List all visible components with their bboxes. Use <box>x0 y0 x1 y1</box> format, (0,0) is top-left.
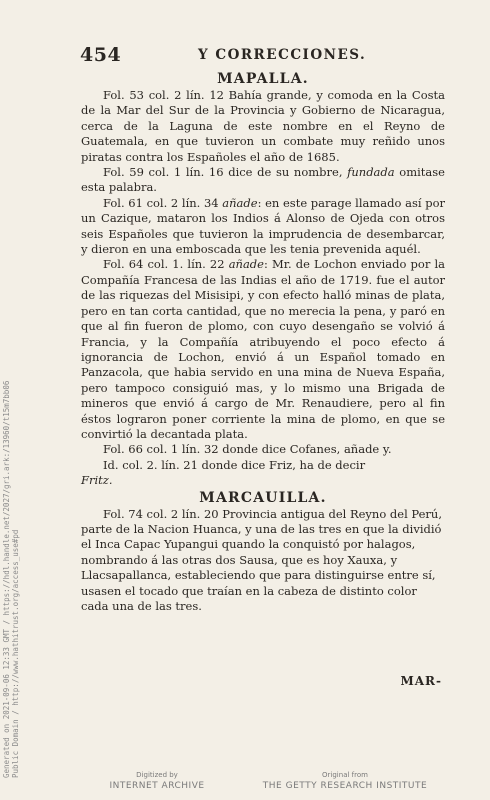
hathitrust-stamp: Generated on 2021-09-06 12:33 GMT / https://hdl.handle.net/2027/gri.ark:/13960/t15m7bb06 Public Domain / http://www.hathitrust.org/access_use#pd <box>2 380 20 778</box>
page-header <box>80 44 440 66</box>
entry-heading-marcauilla: MARCAUILLA. <box>199 489 327 506</box>
running-head: Y CORRECCIONES. <box>198 47 367 63</box>
catchword: MAR- <box>400 674 442 688</box>
paragraph: Id. col. 2. lín. 21 donde dice Friz, ha de decir <box>103 457 366 472</box>
digitization-footer <box>0 758 490 792</box>
paragraph: Fol. 66 col. 1 lín. 32 donde dice Cofanes, añade y. <box>103 442 392 457</box>
body-text <box>81 70 445 614</box>
paragraph: Fol. 61 col. 2 lín. 34 añade: en este parage llamado así por un Cazique, mataron los Indios á Alonso de Ojeda con otros seis Españoles que tuvieron la imprudencia de desembarcar, y dieron en una emboscada que les tenia prevenida aquél. <box>81 195 445 257</box>
paragraph: Fritz. <box>81 473 113 488</box>
entry-heading-mapalla: MAPALLA. <box>217 71 309 87</box>
original-from: Original from THE GETTY RESEARCH INSTITUTE <box>262 771 428 791</box>
digitized-by: Digitized by INTERNET ARCHIVE <box>109 771 205 791</box>
paragraph: Fol. 64 col. 1. lín. 22 añade: Mr. de Lochon enviado por la Compañía Francesa de las Indias el año de 1719. fue el autor de las riquezas del Misisipi, y con efecto halló minas de plata, pero en tan corta cantidad, que no merecia la pena, y paró en que al fin fueron de plomo, con cuyo desengaño se volvió á Francia, y la Compañía atribuyendo el poco efecto á ignorancia de Lochon, envió á un Español tomado en Panzacola, que habia servido en una mina de Nueva España, pero tampoco consiguió mas, y lo mismo una Brigada de mineros que envió á cargo de Mr. Renaudiere, pero al fin éstos lograron poner corriente la mina de plomo, en que se convirtió la decantada plata. <box>81 257 445 441</box>
paragraph: Fol. 74 col. 2 lín. 20 Provincia antigua del Reyno del Perú, parte de la Nacion Huanca, y una de las tres en que la dividió el Inca Capac Yupangui quando la conquistó por halagos, nombrando á las otras dos Sausa, que es hoy Xauxa, y Llacsapallanca, estableciendo que para distinguirse entre sí, usasen el tocado que traían en la cabeza de distinto color cada una de las tres. <box>81 506 442 613</box>
paragraph: Fol. 59 col. 1 lín. 16 dice de su nombre, fundada omitase esta palabra. <box>81 165 445 195</box>
page-number: 454 <box>80 44 122 66</box>
paragraph: Fol. 53 col. 2 lín. 12 Bahía grande, y comoda en la Costa de la Mar del Sur de la Provincia y Gobierno de Nicaragua, cerca de la Laguna de este nombre en el Reyno de Guatemala, en que tuvieron un combate muy reñido unos piratas contra los Españoles el año de 1685. <box>81 88 445 164</box>
